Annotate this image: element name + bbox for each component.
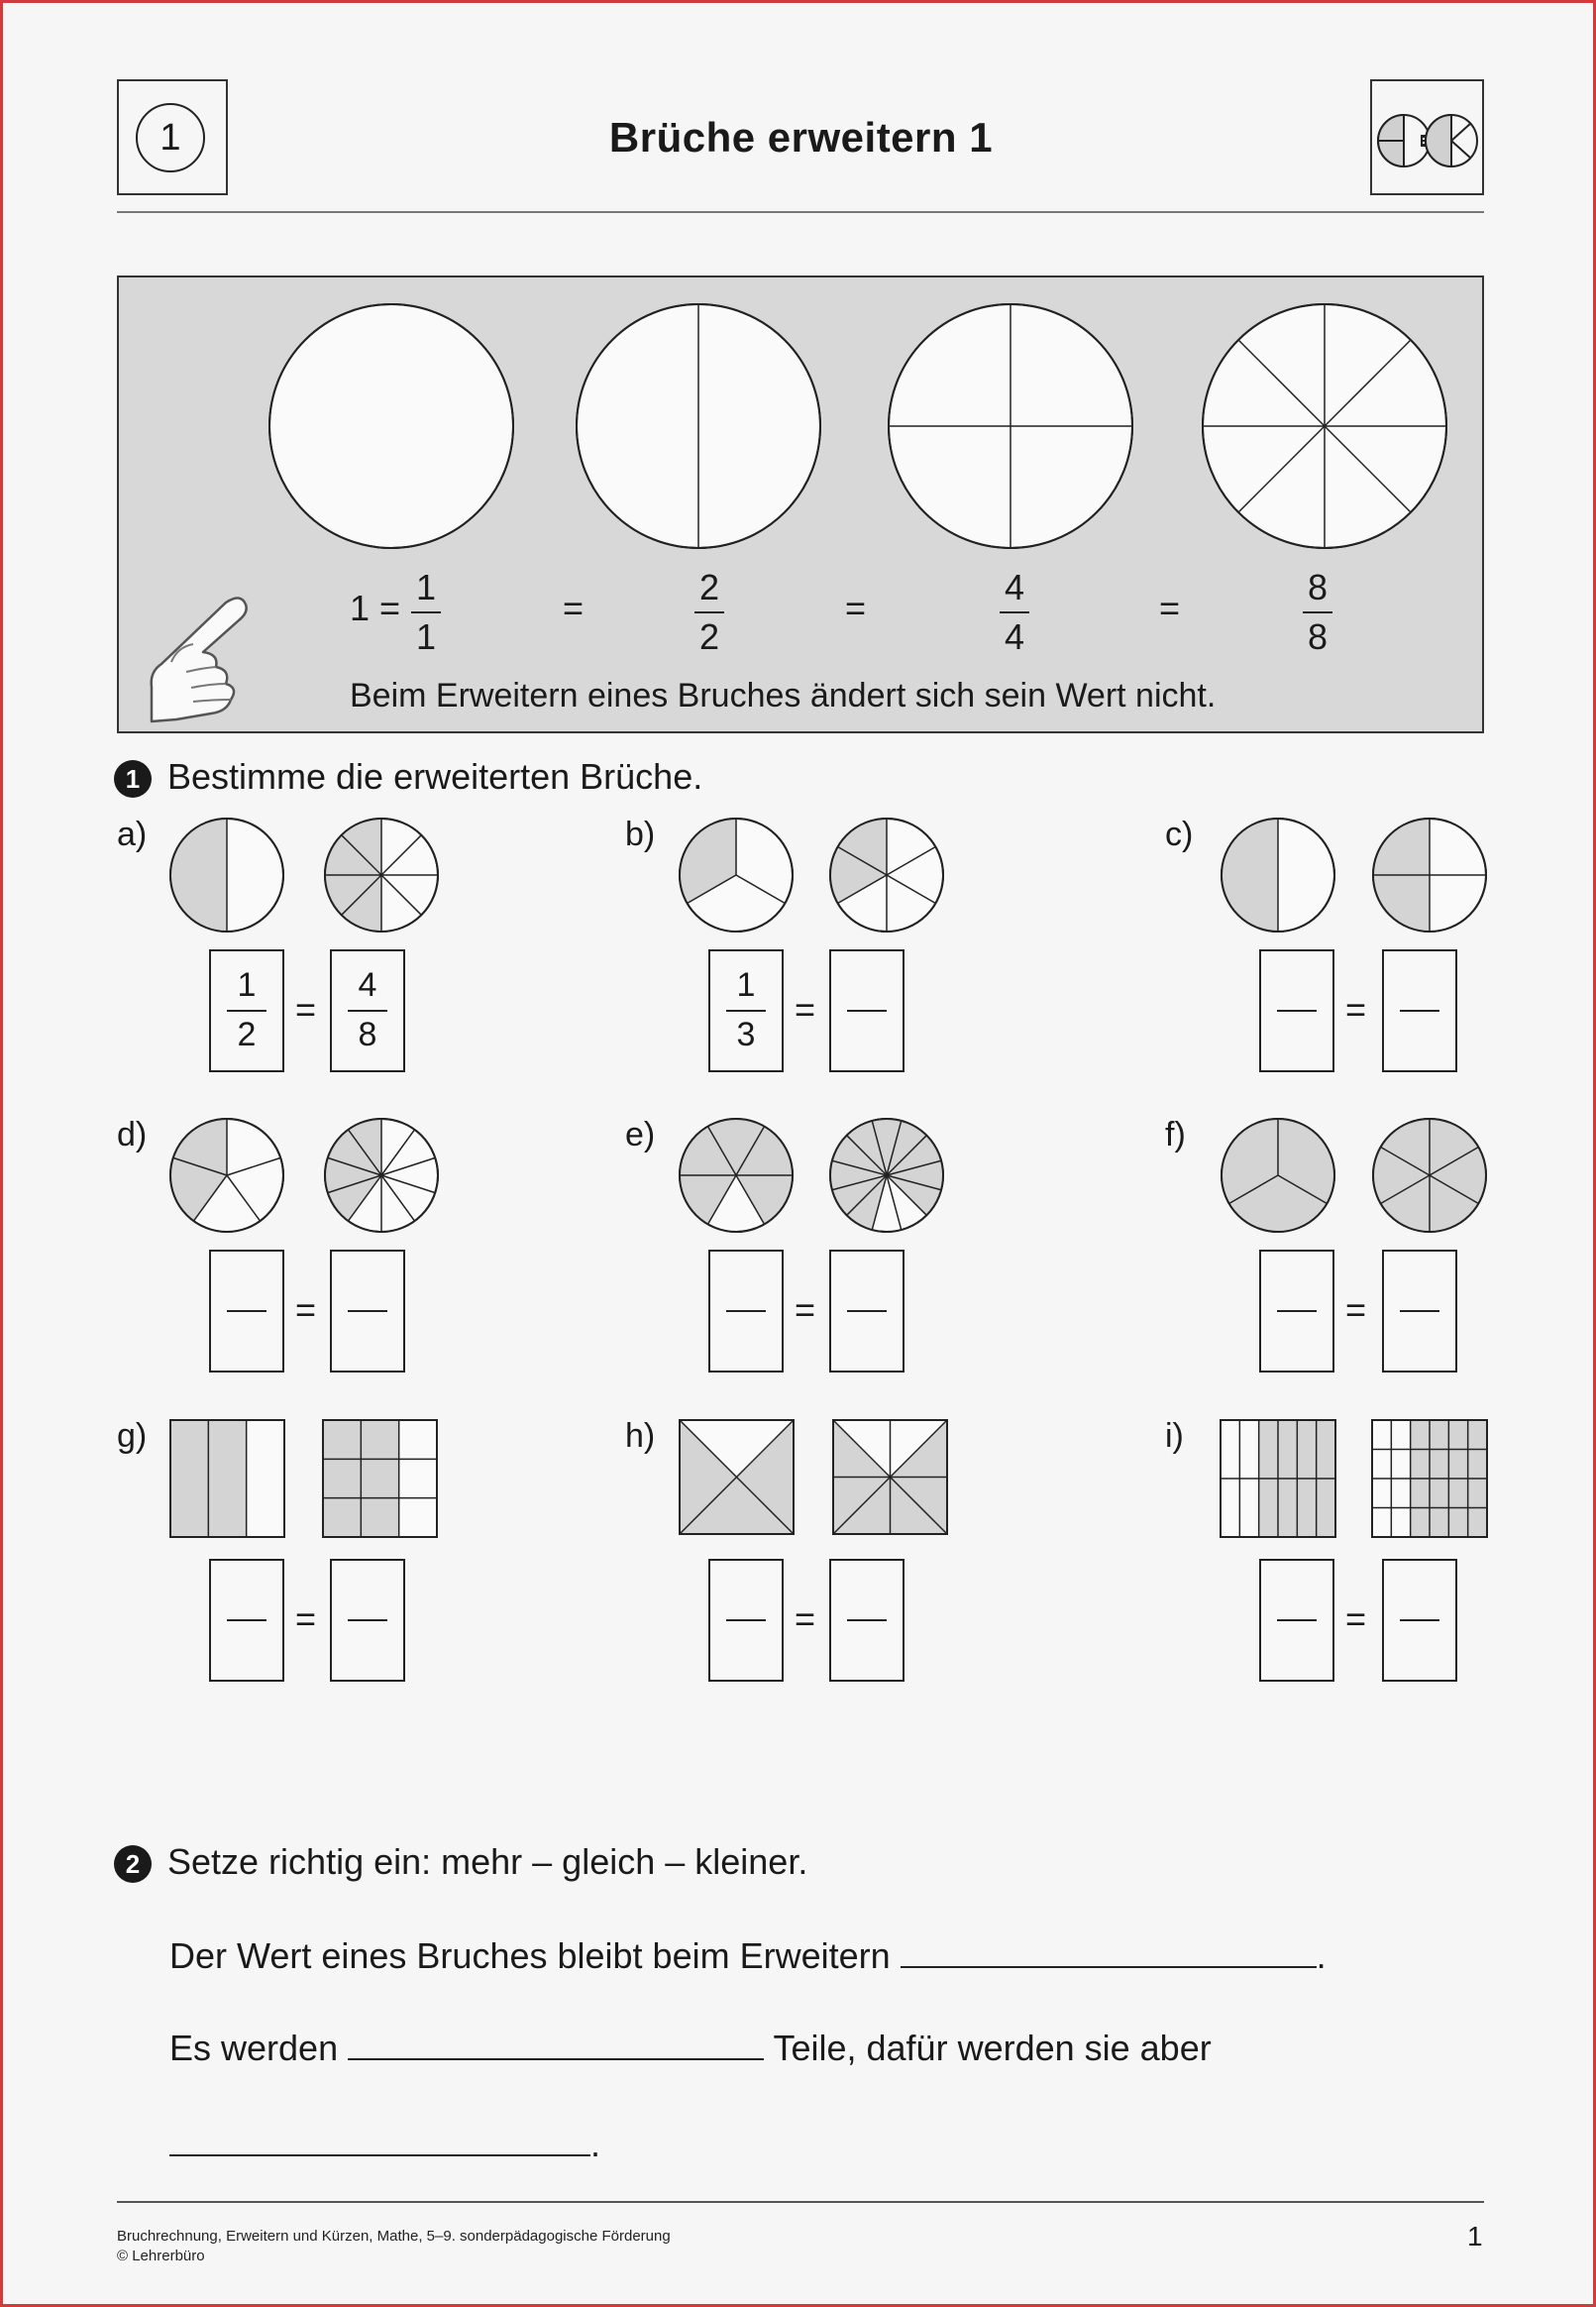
- figure-a-left: [170, 819, 283, 932]
- answer-box-right[interactable]: [330, 1250, 405, 1373]
- answer-box-right[interactable]: [1382, 1559, 1457, 1682]
- fraction-bar: [847, 1619, 887, 1621]
- equals-sign: =: [295, 1598, 317, 1639]
- answer-box-right[interactable]: [330, 1559, 405, 1682]
- figure-a-right: [325, 819, 438, 932]
- figure-f-right: [1373, 1119, 1486, 1232]
- fraction-bar: [348, 1619, 387, 1621]
- page-number: 1: [1467, 2221, 1483, 2252]
- answer-box-right[interactable]: [829, 949, 904, 1072]
- equals-sign: =: [295, 1289, 317, 1330]
- sentence-3: [169, 2124, 600, 2165]
- task-number-bullet: 1: [114, 760, 152, 798]
- figure-e-right: [830, 1119, 943, 1232]
- fraction-bar: [1400, 1010, 1439, 1012]
- equals-sign: =: [1159, 588, 1181, 628]
- fraction-numerator: 4: [1004, 567, 1025, 607]
- fraction-bar: [847, 1010, 887, 1012]
- task-label: c): [1165, 816, 1194, 853]
- fraction-bar: [726, 1010, 766, 1012]
- fraction-bar: [1400, 1310, 1439, 1312]
- figure-b-left: [680, 819, 793, 932]
- footer-credits: [117, 2227, 671, 2266]
- figure-g-left: [170, 1420, 284, 1537]
- fraction-denominator: 8: [1307, 616, 1329, 657]
- fraction-bar: [726, 1310, 766, 1312]
- answer-box-right[interactable]: [829, 1559, 904, 1682]
- answer-box-left[interactable]: [708, 1559, 784, 1682]
- figure-c-left: [1222, 819, 1334, 932]
- figure-i-left: [1221, 1420, 1335, 1537]
- task-label: a): [117, 816, 148, 853]
- fraction-denominator: 1: [415, 616, 437, 657]
- figure-g-right: [323, 1420, 437, 1537]
- sentence-2: [169, 2028, 1212, 2069]
- fraction-numerator: 2: [698, 567, 720, 607]
- equals-sign: =: [795, 1289, 816, 1330]
- answer-box-left[interactable]: [708, 949, 784, 1072]
- sentence-1-text: Der Wert eines Bruches bleibt beim Erweitern: [169, 1935, 891, 1976]
- answer-box-left[interactable]: [1259, 949, 1334, 1072]
- sentence-3-end: .: [590, 2124, 601, 2164]
- answer-box-right[interactable]: [1382, 1250, 1457, 1373]
- fraction-bar: [348, 1310, 387, 1312]
- equation-start: 1 =: [350, 588, 401, 628]
- equals-sign: =: [795, 989, 816, 1030]
- equals-sign: =: [795, 1598, 816, 1639]
- task-figures: [3, 3, 1596, 1737]
- task-number-bullet: 2: [114, 1845, 152, 1883]
- answer-box-right[interactable]: [1382, 949, 1457, 1072]
- task-label: i): [1165, 1417, 1184, 1455]
- answer-box-right[interactable]: [829, 1250, 904, 1373]
- fraction-bar: [726, 1619, 766, 1621]
- task2-heading: [114, 1841, 807, 1883]
- footer-line-2: © Lehrerbüro: [117, 2248, 205, 2264]
- blank-1[interactable]: [901, 1966, 1317, 1968]
- answer-numerator: 4: [358, 966, 377, 1004]
- task1-instruction: Bestimme die erweiterten Brüche.: [167, 756, 703, 797]
- fraction-bar: [1277, 1619, 1317, 1621]
- task-label: h): [625, 1417, 656, 1455]
- answer-box-left[interactable]: [1259, 1250, 1334, 1373]
- equals-sign: =: [563, 588, 585, 628]
- task-label: b): [625, 816, 656, 853]
- fraction-bar: [348, 1010, 387, 1012]
- answer-box-left[interactable]: [1259, 1559, 1334, 1682]
- figure-i-right: [1372, 1420, 1487, 1537]
- task-label: g): [117, 1417, 148, 1455]
- sentence-1: [169, 1935, 1327, 1977]
- fraction-bar: [1277, 1010, 1317, 1012]
- equals-sign: =: [845, 588, 867, 628]
- blank-2[interactable]: [348, 2058, 764, 2060]
- figure-h-left: [680, 1420, 794, 1534]
- answer-box-left[interactable]: [708, 1250, 784, 1373]
- task-label: d): [117, 1116, 148, 1154]
- footer-line-1: Bruchrechnung, Erweitern und Kürzen, Mathe, 5–9. sonderpädagogische Förderung: [117, 2228, 671, 2245]
- task2-instruction: Setze richtig ein: mehr – gleich – kleiner.: [167, 1841, 808, 1882]
- fraction-bar: [227, 1010, 266, 1012]
- answer-box-left[interactable]: [209, 1250, 284, 1373]
- fraction-bar: [1277, 1310, 1317, 1312]
- sentence-1-end: .: [1316, 1935, 1327, 1976]
- page-title: Brüche erweitern 1: [608, 114, 994, 161]
- answer-denominator: 3: [736, 1016, 756, 1053]
- figure-d-right: [325, 1119, 438, 1232]
- sentence-2-text: Es werden: [169, 2028, 339, 2068]
- fraction-bar: [227, 1310, 266, 1312]
- equals-sign: =: [1345, 1598, 1367, 1639]
- footer-divider: [117, 2201, 1484, 2203]
- equals-sign: =: [295, 989, 317, 1030]
- figure-c-right: [1373, 819, 1486, 932]
- figure-h-right: [833, 1420, 947, 1534]
- equals-sign: =: [1345, 989, 1367, 1030]
- answer-box-left[interactable]: [209, 1559, 284, 1682]
- answer-box-left[interactable]: [209, 949, 284, 1072]
- fraction-bar: [1400, 1619, 1439, 1621]
- figure-e-left: [680, 1119, 793, 1232]
- answer-box-right[interactable]: [330, 949, 405, 1072]
- answer-denominator: 2: [237, 1016, 257, 1053]
- fraction-bar: [847, 1310, 887, 1312]
- figure-d-left: [170, 1119, 283, 1232]
- blank-3[interactable]: [169, 2154, 590, 2156]
- fraction-numerator: 1: [415, 567, 437, 607]
- sheet-number: 1: [136, 103, 205, 172]
- figure-b-right: [830, 819, 943, 932]
- sentence-2-text-after: Teile, dafür werden sie aber: [773, 2028, 1212, 2068]
- answer-denominator: 8: [358, 1016, 377, 1053]
- fraction-denominator: 2: [698, 616, 720, 657]
- answer-numerator: 1: [237, 966, 257, 1004]
- fraction-denominator: 4: [1004, 616, 1025, 657]
- answer-numerator: 1: [736, 966, 756, 1004]
- task-label: f): [1165, 1116, 1186, 1154]
- equals-sign: =: [1345, 1289, 1367, 1330]
- rule-text: Beim Erweitern eines Bruches ändert sich sein Wert nicht.: [350, 677, 1217, 714]
- task-label: e): [625, 1116, 656, 1154]
- fraction-bar: [227, 1619, 266, 1621]
- fraction-numerator: 8: [1307, 567, 1329, 607]
- figure-f-left: [1222, 1119, 1334, 1232]
